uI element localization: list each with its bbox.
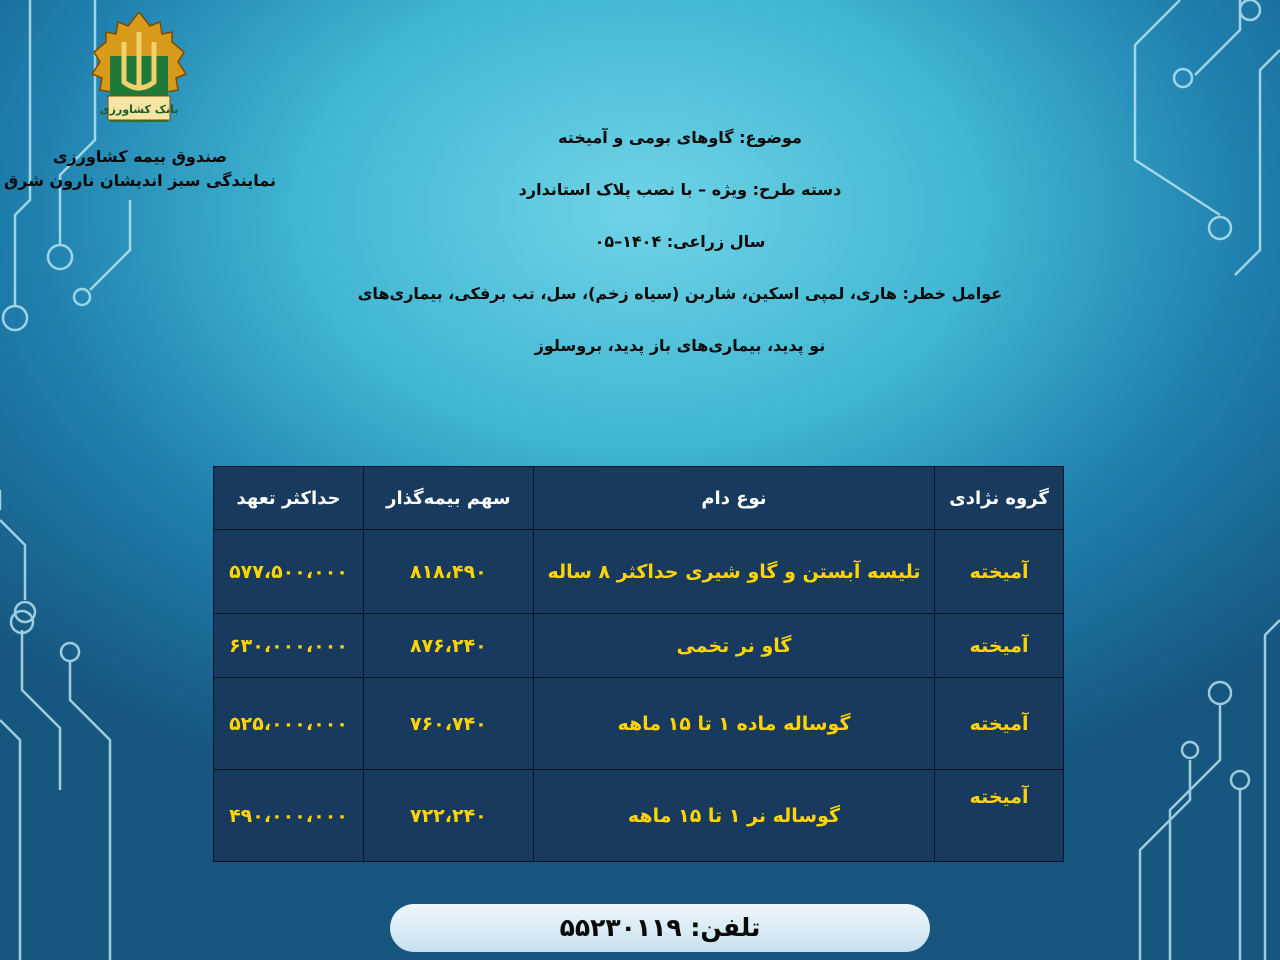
livestock-type-cell: گوساله ماده ۱ تا ۱۵ ماهه	[533, 678, 934, 770]
plan-info	[320, 118, 1040, 378]
max-commitment-cell: ۶۳۰،۰۰۰،۰۰۰	[214, 614, 364, 678]
phone-number: تلفن: ۵۵۲۳۰۱۱۹	[390, 904, 930, 952]
insured-share-cell: ۷۶۰،۷۴۰	[363, 678, 533, 770]
plan-group-line: دسته طرح: ویژه – با نصب پلاک استاندارد	[518, 180, 842, 199]
organization-name	[0, 145, 280, 193]
livestock-type-cell: گاو نر تخمی	[533, 614, 934, 678]
breed-group-cell: آمیخته	[935, 678, 1064, 770]
breed-group-cell: آمیخته	[935, 530, 1064, 614]
subject-line: موضوع: گاوهای بومی و آمیخته	[558, 128, 802, 147]
breed-group-cell: آمیخته	[935, 614, 1064, 678]
table-row	[214, 678, 1064, 770]
bank-logo	[86, 12, 192, 140]
risk-factors-line-2: نو پدید، بیماری‌های باز پدید، بروسلوز	[534, 336, 826, 355]
table-header-row	[214, 467, 1064, 530]
table-row	[214, 770, 1064, 862]
crop-year-line: سال زراعی: ۱۴۰۴–۰۵	[594, 232, 766, 251]
max-commitment-cell: ۴۹۰،۰۰۰،۰۰۰	[214, 770, 364, 862]
insured-share-cell: ۸۷۶،۲۴۰	[363, 614, 533, 678]
livestock-type-cell: تلیسه آبستن و گاو شیری حداکثر ۸ ساله	[533, 530, 934, 614]
livestock-type-cell: گوساله نر ۱ تا ۱۵ ماهه	[533, 770, 934, 862]
header-max-commitment: حداکثر تعهد	[214, 467, 364, 530]
breed-group-cell: آمیخته	[935, 770, 1064, 862]
risk-factors-line-1: عوامل خطر: هاری، لمپی اسکین، شاربن (سیاه زخم)، سل، تب برفکی، بیماری‌های	[357, 284, 1003, 303]
logo-text: بانک کشاورزی	[99, 103, 179, 116]
max-commitment-cell: ۵۲۵،۰۰۰،۰۰۰	[214, 678, 364, 770]
table-row	[214, 530, 1064, 614]
insured-share-cell: ۷۲۲،۲۴۰	[363, 770, 533, 862]
insured-share-cell: ۸۱۸،۴۹۰	[363, 530, 533, 614]
table-row	[214, 614, 1064, 678]
livestock-table	[213, 466, 1064, 862]
org-line-2: نمایندگی سبز اندیشان نارون شرق	[3, 171, 277, 190]
header-breed-group: گروه نژادی	[935, 467, 1064, 530]
header-insured-share: سهم بیمه‌گذار	[363, 467, 533, 530]
max-commitment-cell: ۵۷۷،۵۰۰،۰۰۰	[214, 530, 364, 614]
header-livestock-type: نوع دام	[533, 467, 934, 530]
org-line-1: صندوق بیمه کشاورزی	[52, 147, 228, 166]
